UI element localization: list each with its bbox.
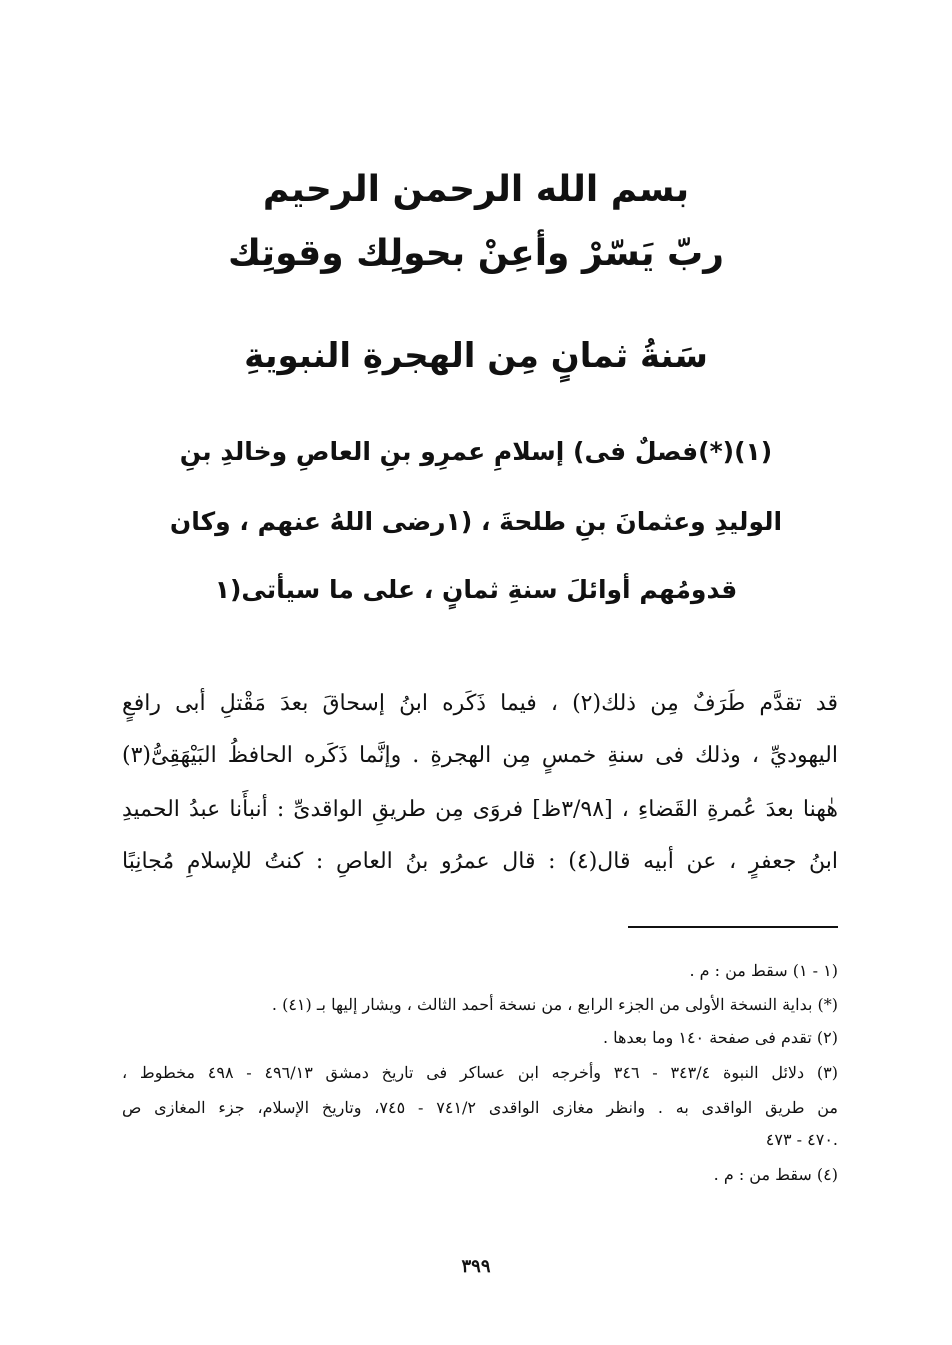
footnote-separator (628, 926, 838, 928)
footnote-line: (*) بداية النسخة الأولى من الجزء الرابع ، من نسخة أحمد الثالث ، ويشار إليها بـ (٤١) . (271, 995, 838, 1014)
chapter-heading-line: (١)(*)فصلٌ فى) إسلامِ عمرِو بنِ العاصِ وخالدِ بنِ (179, 437, 773, 466)
footnote-line: من طريق الواقدى به . وانظر مغازى الواقدى ٧٤١/٢ - ٧٤٥، وتاريخ الإسلام، جزء المغازى ص (122, 1098, 838, 1117)
basmala: بسم الله الرحمن الرحيم (262, 169, 690, 210)
footnote-line: (٣) دلائل النبوة ٣٤٣/٤ - ٣٤٦ وأخرجه ابن عساكر فى تاريخ دمشق ٤٩٦/١٣ - ٤٩٨ مخطوط ، (122, 1063, 838, 1082)
chapter-heading-line: قدومُهم أوائلَ سنةِ ثمانٍ ، على ما سيأتى(١ (214, 575, 738, 604)
body-text-line: ابنُ جعفرٍ ، عن أبيه قال(٤) : قال عمرُو بنُ العاصِ : كنتُ للإسلامِ مُجانِبًا (122, 849, 839, 874)
footnote-line: (٢) تقدم فى صفحة ١٤٠ وما بعدها . (602, 1028, 838, 1047)
body-text-line: قد تقدَّم طَرَفٌ مِن ذلك(٢) ، فيما ذَكَره ابنُ إسحاقَ بعدَ مَقْتلِ أبى رافعٍ (122, 691, 838, 716)
body-text-line: هٰهنا بعدَ عُمرةِ القَضاءِ ، [٣/٩٨ظ] فروَى مِن طريقِ الواقدىِّ : أنبأَنا عبدُ الحميدِ (122, 797, 838, 822)
year-heading: سَنةُ ثمانٍ مِن الهجرةِ النبويةِ (244, 336, 708, 376)
body-text-line: اليهوديِّ ، وذلك فى سنةِ خمسٍ مِن الهجرةِ . وإنَّما ذَكَره الحافظُ البَيْهَقِىُّ(٣) (122, 743, 838, 768)
chapter-heading-line: الوليدِ وعثمانَ بنِ طلحةَ ، (١رضى اللهُ عنهم ، وكان (169, 507, 783, 536)
page-number: ٣٩٩ (461, 1256, 491, 1277)
invocation: ربّ يَسّرْ وأعِنْ بحولِك وقوتِك (228, 233, 724, 274)
footnote-line: (٤) سقط من : م . (713, 1165, 838, 1184)
footnote-line: (١ - ١) سقط من : م . (689, 961, 838, 980)
footnote-line: ٤٧٠ - ٤٧٣. (765, 1130, 838, 1149)
